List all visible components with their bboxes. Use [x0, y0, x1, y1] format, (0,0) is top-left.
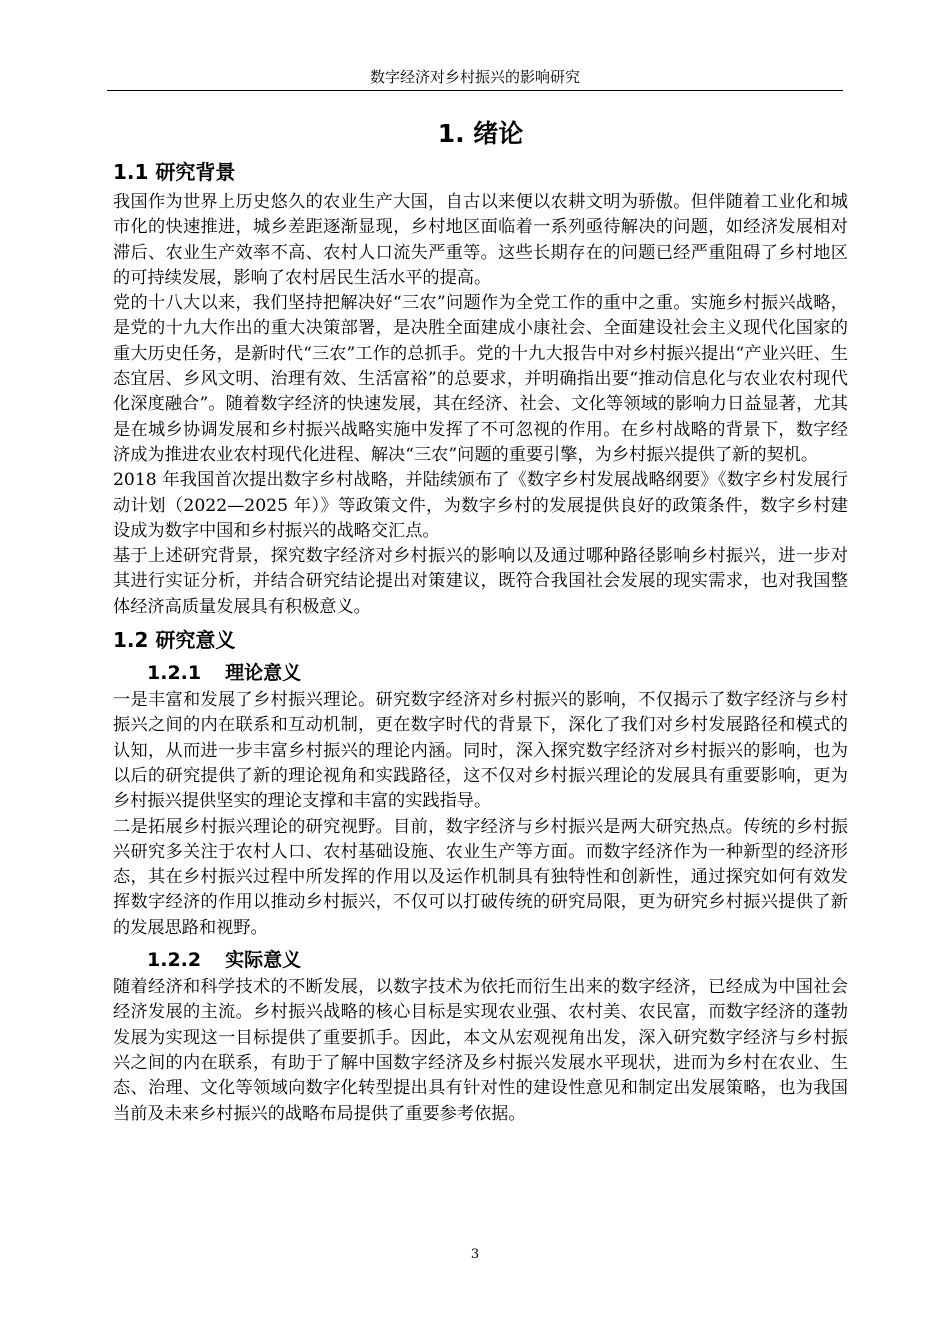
page-number: 3 [470, 1247, 480, 1262]
subsection-label: 理论意义 [225, 662, 302, 685]
section-title-research-significance: 1.2 研究意义 [113, 628, 236, 653]
section-title-research-background: 1.1 研究背景 [113, 160, 236, 184]
page-body [113, 116, 848, 1127]
chapter-title: 1. 绪论 [437, 119, 524, 148]
subsection-label: 实际意义 [225, 949, 302, 972]
paragraph-background-1: 我国作为世界上历史悠久的农业生产大国，自古以来便以农耕文明为骄傲。但伴随着工业化和城市化的快速推进，城乡差距逐渐显现，乡村地区面临着一系列亟待解决的问题，如经济发展相对滞后、农业生产效率不高、农村人口流失严重等。这些长期存在的问题已经严重阻碍了乡村地区的可持续发展，影响了农村居民生活水平的提高。 [113, 192, 848, 288]
running-header: 数字经济对乡村振兴的影响研究 [107, 64, 843, 91]
paragraph-practical-1: 随着经济和科学技术的不断发展，以数字技术为依托而衍生出来的数字经济，已经成为中国社会经济发展的主流。乡村振兴战略的核心目标是实现农业强、农村美、农民富，而数字经济的蓬勃发展为实现这一目标提供了重要抓手。因此，本文从宏观视角出发，深入研究数字经济与乡村振兴之间的内在联系，有助于了解中国数字经济及乡村振兴发展水平现状，进而为乡村在农业、生态、治理、文化等领域向数字化转型提出具有针对性的建设性意见和制定出发展策略，也为我国当前及未来乡村振兴的战略布局提供了重要参考依据。 [113, 977, 848, 1124]
paragraph-theory-1: 一是丰富和发展了乡村振兴理论。研究数字经济对乡村振兴的影响，不仅揭示了数字经济与乡村振兴之间的内在联系和互动机制，更在数字时代的背景下，深化了我们对乡村发展路径和模式的认知，从而进一步丰富乡村振兴的理论内涵。同时，深入探究数字经济对乡村振兴的影响，也为以后的研究提供了新的理论视角和实践路径，这不仅对乡村振兴理论的发展具有重要影响，更为乡村振兴提供坚实的理论支撑和丰富的实践指导。 [113, 690, 848, 812]
paragraph-background-3: 2018 年我国首次提出数字乡村战略，并陆续颁布了《数字乡村发展战略纲要》《数字乡村发展行动计划（2022—2025 年）》等政策文件，为数字乡村的发展提供良好的政策条件，数字乡村建设成为数字中国和乡村振兴的战略交汇点。 [113, 470, 848, 541]
subsection-number: 1.2.1 [147, 662, 202, 685]
paragraph-background-4: 基于上述研究背景，探究数字经济对乡村振兴的影响以及通过哪种路径影响乡村振兴，进一步对其进行实证分析，并结合研究结论提出对策建议，既符合我国社会发展的现实需求，也对我国整体经济高质量发展具有积极意义。 [113, 546, 848, 617]
subsection-title-practical [147, 947, 848, 973]
paragraph-theory-2: 二是拓展乡村振兴理论的研究视野。目前，数字经济与乡村振兴是两大研究热点。传统的乡村振兴研究多关注于农村人口、农村基础设施、农业生产等方面。而数字经济作为一种新型的经济形态，其在乡村振兴过程中所发挥的作用以及运作机制具有独特性和创新性，通过探究如何有效发挥数字经济的作用以推动乡村振兴，不仅可以打破传统的研究局限，更为研究乡村振兴提供了新的发展思路和视野。 [113, 816, 848, 938]
subsection-number: 1.2.2 [147, 949, 202, 972]
paragraph-background-2: 党的十八大以来，我们坚持把解决好“三农”问题作为全党工作的重中之重。实施乡村振兴战略，是党的十九大作出的重大决策部署，是决胜全面建成小康社会、全面建设社会主义现代化国家的重大历史任务，是新时代“三农”工作的总抓手。党的十九大报告中对乡村振兴提出“产业兴旺、生态宜居、乡风文明、治理有效、生活富裕”的总要求，并明确指出要“推动信息化与农业农村现代化深度融合”。随着数字经济的快速发展，其在经济、社会、文化等领域的影响力日益显著，尤其是在城乡协调发展和乡村振兴战略实施中发挥了不可忽视的作用。在乡村战略的背景下，数字经济成为推进农业农村现代化进程、解决“三农”问题的重要引擎，为乡村振兴提供了新的契机。 [113, 293, 848, 465]
subsection-title-theoretical [147, 660, 848, 686]
